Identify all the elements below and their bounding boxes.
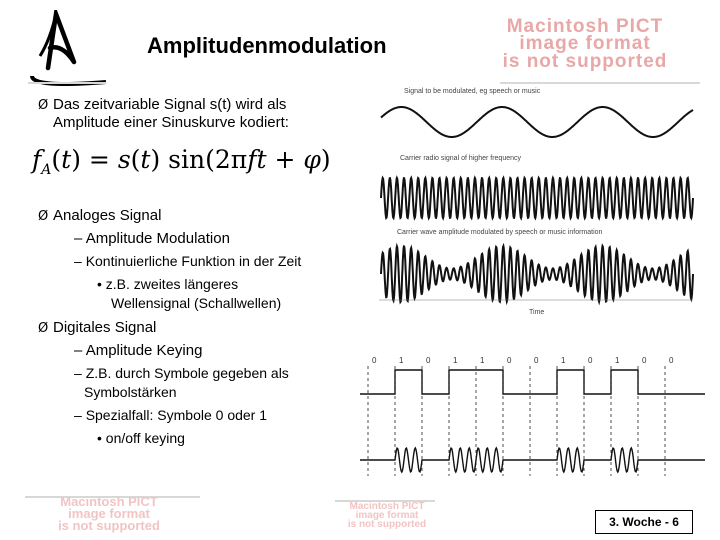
divider (28, 82, 106, 84)
bit-label: 1 (399, 356, 404, 365)
signal-label: Signal to be modulated, eg speech or music (404, 88, 541, 95)
modulated-waveform (381, 246, 693, 302)
bit-label: 0 (534, 356, 539, 365)
carrier-label: Carrier radio signal of higher frequency (400, 155, 522, 162)
sub-bullet-item: – Amplitude Modulation (74, 230, 230, 247)
sub-bullet-continuation: Symbolstärken (84, 384, 177, 400)
binary-signal (360, 370, 705, 394)
signal-waveform (381, 107, 693, 137)
placeholder-line: Macintosh PICT (60, 494, 158, 509)
bit-label: 0 (669, 356, 674, 365)
placeholder-line: image format (519, 33, 651, 55)
placeholder-line: is not supported (502, 50, 668, 72)
sub-bullet-item: – Amplitude Keying (74, 342, 203, 359)
ook-waveform (360, 448, 705, 472)
placeholder-line: is not supported (347, 519, 427, 531)
time-label: Time (529, 309, 545, 316)
bit-label: 1 (453, 356, 458, 365)
unsupported-image-placeholder (467, 18, 703, 86)
sub-sub-bullet-item: • z.B. zweites längeres (97, 276, 239, 292)
bit-label: 0 (372, 356, 377, 365)
bullet-item: Ø Das zeitvariable Signal s(t) wird als (38, 96, 287, 113)
slide-number: 3. Woche - 6 (609, 515, 679, 529)
placeholder-line: image format (355, 510, 419, 522)
bit-label: 1 (615, 356, 620, 365)
placeholder-line: Macintosh PICT (506, 16, 664, 37)
formula (32, 145, 354, 187)
placeholder-line: Macintosh PICT (349, 501, 425, 512)
am-waveform-figure (377, 84, 697, 328)
bit-label: 0 (588, 356, 593, 365)
footer-box (595, 510, 693, 534)
on-off-keying-figure (360, 352, 705, 484)
sub-sub-bullet-continuation: Wellensignal (Schallwellen) (111, 295, 282, 311)
formula-text: $f_A(t) = s(t) \sin(2\pi ft + \varphi)$ (32, 145, 331, 178)
bullet-item: Ø Digitales Signal (38, 319, 157, 336)
bit-label: 1 (480, 356, 485, 365)
sub-bullet-item: – Kontinuierliche Funktion in der Zeit (74, 253, 302, 269)
placeholder-line: is not supported (58, 517, 160, 533)
bit-label: 1 (561, 356, 566, 365)
sub-bullet-item: – Spezialfall: Symbole 0 oder 1 (74, 407, 268, 423)
slide-title: Amplitudenmodulation (147, 33, 387, 58)
bit-label: 0 (642, 356, 647, 365)
sub-sub-bullet-item: • on/off keying (97, 430, 185, 446)
sub-bullet-item: – Z.B. durch Symbole gegeben als (74, 365, 289, 381)
bit-label: 0 (507, 356, 512, 365)
modulated-label: Carrier wave amplitude modulated by speech or music information (397, 229, 603, 236)
bit-label: 0 (426, 356, 431, 365)
placeholder-line: image format (68, 505, 150, 521)
logo (30, 10, 108, 86)
unsupported-image-placeholder (333, 502, 441, 536)
unsupported-image-placeholder (20, 496, 198, 536)
bullet-item-continuation: Amplitude einer Sinuskurve kodiert: (53, 114, 289, 131)
carrier-waveform (381, 178, 693, 218)
bullet-item: Ø Analoges Signal (38, 207, 162, 224)
